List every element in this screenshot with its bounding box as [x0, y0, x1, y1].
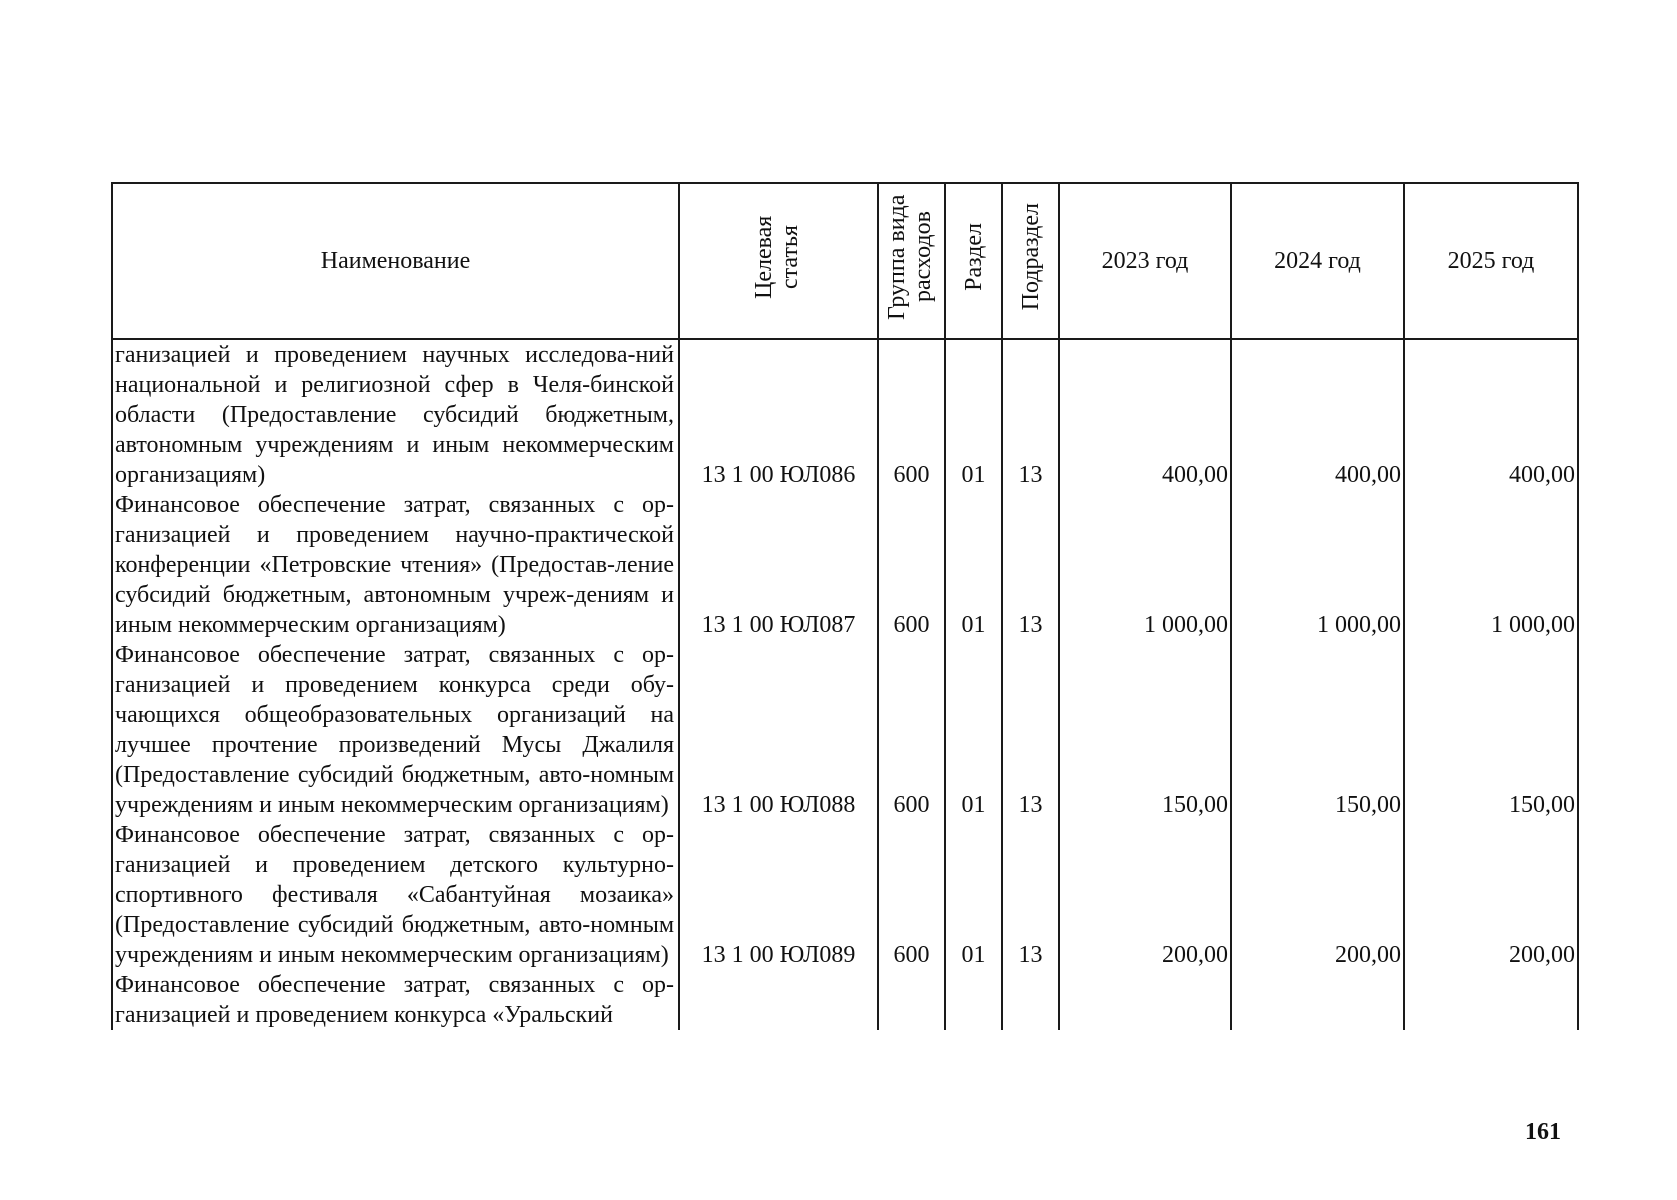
row-amount-2024 [1231, 970, 1404, 1030]
page-number: 161 [1525, 1119, 1561, 1145]
budget-table [111, 182, 1579, 1030]
row-section: 01 [945, 339, 1002, 490]
header-subsection [1002, 183, 1059, 339]
header-expense-group-label: Группа вида расходов [883, 194, 936, 320]
row-amount-2023 [1059, 970, 1231, 1030]
row-subsection: 13 [1002, 820, 1059, 970]
row-amount-2023: 150,00 [1059, 640, 1231, 820]
row-subsection [1002, 970, 1059, 1030]
row-subsection: 13 [1002, 339, 1059, 490]
row-target-item [679, 970, 878, 1030]
row-expense-group: 600 [878, 640, 945, 820]
row-target-item: 13 1 00 ЮЛ089 [679, 820, 878, 970]
row-name: Финансовое обеспечение затрат, связанных с ор-ганизацией и проведением научно-практической конференции «Петровские чтения» (Предостав-ление субсидий бюджетным, автономным учреж-дениям и иным некоммерческим организациям) [112, 490, 679, 640]
row-amount-2023: 200,00 [1059, 820, 1231, 970]
row-expense-group: 600 [878, 339, 945, 490]
table-row [112, 640, 1578, 820]
header-target-item [679, 183, 878, 339]
row-amount-2025: 150,00 [1404, 640, 1578, 820]
row-expense-group: 600 [878, 490, 945, 640]
row-expense-group: 600 [878, 820, 945, 970]
header-section [945, 183, 1002, 339]
row-amount-2025 [1404, 970, 1578, 1030]
row-section: 01 [945, 820, 1002, 970]
header-section-label: Раздел [960, 223, 987, 291]
row-amount-2025: 400,00 [1404, 339, 1578, 490]
header-year-2024: 2024 год [1231, 183, 1404, 339]
table-row [112, 970, 1578, 1030]
header-row [112, 183, 1578, 339]
header-year-2023: 2023 год [1059, 183, 1231, 339]
table-row [112, 820, 1578, 970]
row-target-item: 13 1 00 ЮЛ088 [679, 640, 878, 820]
row-amount-2024: 1 000,00 [1231, 490, 1404, 640]
row-expense-group [878, 970, 945, 1030]
row-section: 01 [945, 490, 1002, 640]
row-amount-2023: 400,00 [1059, 339, 1231, 490]
row-amount-2024: 400,00 [1231, 339, 1404, 490]
table-row [112, 490, 1578, 640]
header-expense-group [878, 183, 945, 339]
row-section: 01 [945, 640, 1002, 820]
row-subsection: 13 [1002, 490, 1059, 640]
row-name: Финансовое обеспечение затрат, связанных с ор-ганизацией и проведением конкурса «Уральский [112, 970, 679, 1030]
table-row [112, 339, 1578, 490]
row-amount-2025: 200,00 [1404, 820, 1578, 970]
row-name: ганизацией и проведением научных исследова-ний национальной и религиозной сфер в Челя-бинской области (Предоставление субсидий бюджетным, автономным учреждениям и иным некоммерческим организациям) [112, 339, 679, 490]
row-amount-2024: 200,00 [1231, 820, 1404, 970]
row-target-item: 13 1 00 ЮЛ086 [679, 339, 878, 490]
header-subsection-label: Подраздел [1017, 203, 1044, 311]
row-section [945, 970, 1002, 1030]
row-subsection: 13 [1002, 640, 1059, 820]
header-target-item-label: Целевая статья [750, 215, 803, 299]
row-name: Финансовое обеспечение затрат, связанных с ор-ганизацией и проведением конкурса среди обу-чающихся общеобразовательных организаций на лучшее прочтение произведений Мусы Джалиля (Предоставление субсидий бюджетным, авто-номным учреждениям и иным некоммерческим организациям) [112, 640, 679, 820]
row-amount-2024: 150,00 [1231, 640, 1404, 820]
row-name: Финансовое обеспечение затрат, связанных с ор-ганизацией и проведением детского культурно-спортивного фестиваля «Сабантуйная мозаика» (Предоставление субсидий бюджетным, авто-номным учреждениям и иным некоммерческим организациям) [112, 820, 679, 970]
header-name: Наименование [112, 183, 679, 339]
row-amount-2025: 1 000,00 [1404, 490, 1578, 640]
row-target-item: 13 1 00 ЮЛ087 [679, 490, 878, 640]
header-year-2025: 2025 год [1404, 183, 1578, 339]
row-amount-2023: 1 000,00 [1059, 490, 1231, 640]
